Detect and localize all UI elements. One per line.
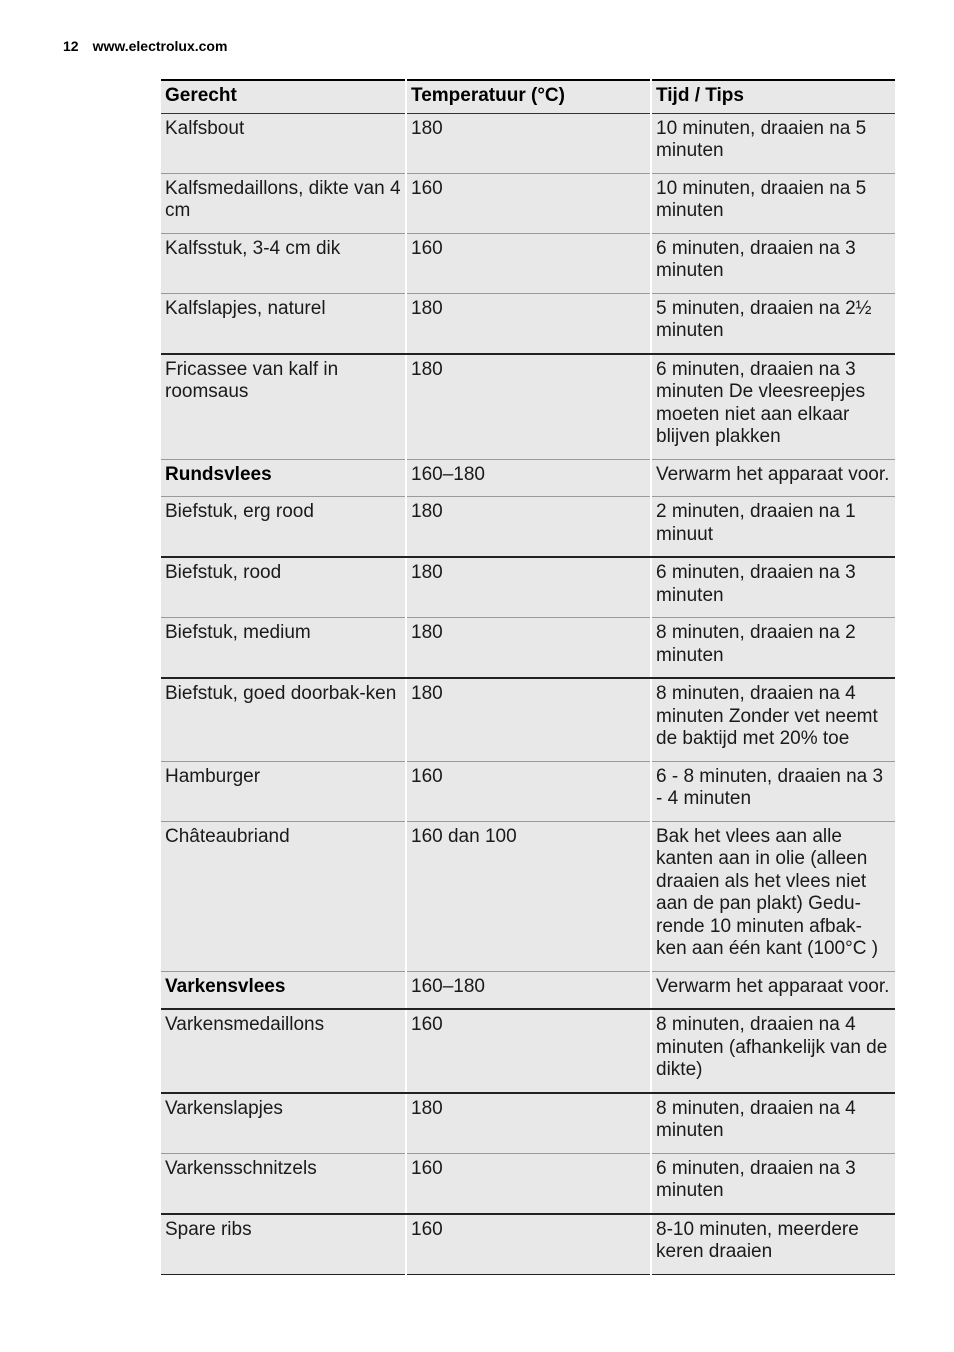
table-row — [161, 678, 895, 761]
temperature-cell: 160–180 — [406, 459, 651, 497]
temperature-cell: 160 — [406, 761, 651, 821]
dish-cell: Châteaubriand — [161, 821, 406, 971]
table-row — [161, 497, 895, 558]
temperature-cell: 180 — [406, 618, 651, 679]
dish-cell: Fricassee van kalf in roomsaus — [161, 354, 406, 460]
table-row — [161, 1009, 895, 1093]
tips-cell: Bak het vlees aan alle kanten aan in olie (alleen draaien als het vlees niet aan de pan plakt) Gedu-rende 10 minuten afbak-ken aan één kant (100°C ) — [651, 821, 895, 971]
tips-cell: 8 minuten, draaien na 4 minuten — [651, 1093, 895, 1154]
tips-cell: Verwarm het apparaat voor. — [651, 971, 895, 1009]
dish-cell: Hamburger — [161, 761, 406, 821]
dish-cell: Kalfsstuk, 3-4 cm dik — [161, 233, 406, 293]
column-header-dish: Gerecht — [161, 80, 406, 113]
dish-cell: Spare ribs — [161, 1214, 406, 1275]
table-section-row — [161, 971, 895, 1009]
table-row — [161, 618, 895, 679]
tips-cell: 6 minuten, draaien na 3 minuten — [651, 557, 895, 618]
table-row — [161, 173, 895, 233]
section-heading-pork: Varkensvlees — [161, 971, 406, 1009]
tips-cell: 5 minuten, draaien na 2½ minuten — [651, 293, 895, 354]
table-header-row — [161, 80, 895, 113]
temperature-cell: 180 — [406, 113, 651, 173]
temperature-cell: 180 — [406, 497, 651, 558]
temperature-cell: 160 — [406, 1153, 651, 1214]
temperature-cell: 180 — [406, 293, 651, 354]
table-row — [161, 557, 895, 618]
tips-cell: 8 minuten, draaien na 4 minuten Zonder vet neemt de baktijd met 20% toe — [651, 678, 895, 761]
table-row — [161, 293, 895, 354]
column-header-temperature: Temperatuur (°C) — [406, 80, 651, 113]
dish-cell: Kalfsmedaillons, dikte van 4 cm — [161, 173, 406, 233]
section-heading-beef: Rundsvlees — [161, 459, 406, 497]
tips-cell: Verwarm het apparaat voor. — [651, 459, 895, 497]
temperature-cell: 180 — [406, 1093, 651, 1154]
temperature-cell: 160 dan 100 — [406, 821, 651, 971]
tips-cell: 10 minuten, draaien na 5 minuten — [651, 113, 895, 173]
temperature-cell: 180 — [406, 354, 651, 460]
table-row — [161, 113, 895, 173]
temperature-cell: 160 — [406, 173, 651, 233]
dish-cell: Biefstuk, erg rood — [161, 497, 406, 558]
temperature-cell: 160–180 — [406, 971, 651, 1009]
table-row — [161, 821, 895, 971]
tips-cell: 6 minuten, draaien na 3 minuten De vleesreepjes moeten niet aan elkaar blijven plakken — [651, 354, 895, 460]
tips-cell: 6 minuten, draaien na 3 minuten — [651, 1153, 895, 1214]
dish-cell: Kalfsbout — [161, 113, 406, 173]
tips-cell: 6 - 8 minuten, draaien na 3 - 4 minuten — [651, 761, 895, 821]
dish-cell: Varkensmedaillons — [161, 1009, 406, 1093]
dish-cell: Kalfslapjes, naturel — [161, 293, 406, 354]
tips-cell: 10 minuten, draaien na 5 minuten — [651, 173, 895, 233]
temperature-cell: 160 — [406, 1009, 651, 1093]
dish-cell: Biefstuk, goed doorbak-ken — [161, 678, 406, 761]
temperature-cell: 180 — [406, 557, 651, 618]
dish-cell: Biefstuk, rood — [161, 557, 406, 618]
table-row — [161, 761, 895, 821]
dish-cell: Varkenslapjes — [161, 1093, 406, 1154]
tips-cell: 8 minuten, draaien na 4 minuten (afhankelijk van de dikte) — [651, 1009, 895, 1093]
page-header — [63, 38, 227, 54]
tips-cell: 8-10 minuten, meerdere keren draaien — [651, 1214, 895, 1275]
table-row — [161, 1153, 895, 1214]
dish-cell: Varkensschnitzels — [161, 1153, 406, 1214]
dish-cell: Biefstuk, medium — [161, 618, 406, 679]
site-url: www.electrolux.com — [92, 38, 228, 54]
table-row — [161, 1214, 895, 1275]
table-row — [161, 1093, 895, 1154]
table-row — [161, 233, 895, 293]
tips-cell: 2 minuten, draaien na 1 minuut — [651, 497, 895, 558]
table-section-row — [161, 459, 895, 497]
cooking-table — [161, 79, 895, 1275]
page-number: 12 — [63, 38, 79, 54]
temperature-cell: 160 — [406, 1214, 651, 1275]
temperature-cell: 180 — [406, 678, 651, 761]
tips-cell: 6 minuten, draaien na 3 minuten — [651, 233, 895, 293]
tips-cell: 8 minuten, draaien na 2 minuten — [651, 618, 895, 679]
temperature-cell: 160 — [406, 233, 651, 293]
column-header-time-tips: Tijd / Tips — [651, 80, 895, 113]
table-row — [161, 354, 895, 460]
